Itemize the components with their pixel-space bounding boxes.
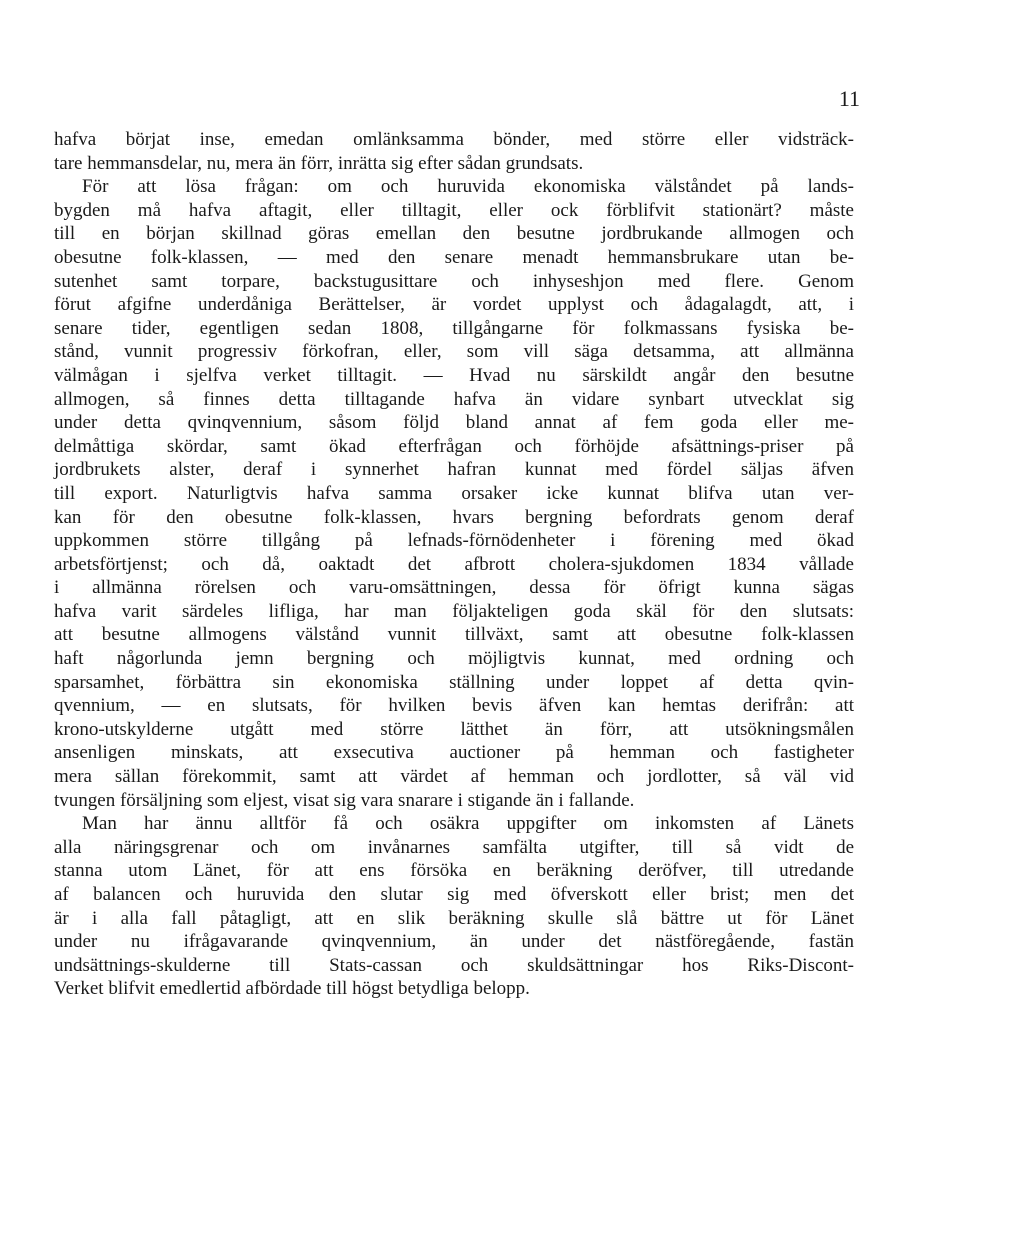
text-line: kan för den obesutne folk-klassen, hvars bergning befordrats genom deraf xyxy=(54,506,854,528)
text-line: tare hemmansdelar, nu, mera än förr, inrätta sig efter sådan grundsats. xyxy=(54,152,584,174)
text-line: sutenhet samt torpare, backstugusittare och inhyseshjon med flere. Genom xyxy=(54,270,854,292)
text-line: haft någorlunda jemn bergning och möjligtvis kunnat, med ordning och xyxy=(54,648,854,670)
body-text xyxy=(54,128,854,1001)
text-line: hafva börjat inse, emedan omlänksamma bönder, med större eller vidsträck- xyxy=(54,129,854,150)
text-line: tvungen försäljning som eljest, visat sig vara snarare i stigande än i fallande. xyxy=(54,789,635,811)
text-line: jordbrukets alster, deraf i synnerhet hafran kunnat med fördel säljas äfven xyxy=(54,459,854,481)
text-line: sparsamhet, förbättra sin ekonomiska ställning under loppet af detta qvin- xyxy=(54,671,854,693)
text-line: förut afgifne underdåniga Berättelser, är vordet upplyst och ådagalagdt, att, i xyxy=(54,294,854,316)
text-line: under detta qvinqvennium, såsom följd bland annat af fem goda eller me- xyxy=(54,412,854,434)
text-line: stånd, vunnit progressiv förkofran, eller, som vill säga detsamma, att allmänna xyxy=(54,341,854,363)
text-line: bygden må hafva aftagit, eller tilltagit, eller ock förblifvit stationärt? måste xyxy=(54,199,854,221)
text-line: hafva varit särdeles lifliga, har man följakteligen goda skäl för den slutsats: xyxy=(54,600,854,622)
text-line: stanna utom Länet, för att ens försöka en beräkning deröfver, till utredande xyxy=(54,860,854,882)
text-line: arbetsförtjenst; och då, oaktadt det afbrott cholera-sjukdomen 1834 vållade xyxy=(54,553,854,575)
text-line: senare tider, egentligen sedan 1808, tillgångarne för folkmassans fysiska be- xyxy=(54,317,854,339)
text-line: uppkommen större tillgång på lefnads-förnödenheter i förening med ökad xyxy=(54,530,854,552)
text-line: delmåttiga skördar, samt ökad efterfrågan och förhöjde afsättnings-priser på xyxy=(54,435,854,457)
text-line: till export. Naturligtvis hafva samma orsaker icke kunnat blifva utan ver- xyxy=(54,482,854,504)
text-line: välmågan i sjelfva verket tilltagit. — Hvad nu särskildt angår den besutne xyxy=(54,364,854,386)
text-line: allmogen, så finnes detta tilltagande hafva än vidare synbart utvecklat sig xyxy=(54,388,854,410)
text-line: är i alla fall påtagligt, att en slik beräkning skulle slå bättre ut för Länet xyxy=(54,907,854,929)
text-line: mera sällan förekommit, samt att värdet af hemman och jordlotter, så väl vid xyxy=(54,766,854,788)
text-line: För att lösa frågan: om och huruvida ekonomiska välståndet på lands- xyxy=(82,176,854,198)
page-number: 11 xyxy=(838,86,860,111)
text-line: i allmänna rörelsen och varu-omsättningen, dessa för öfrigt kunna sägas xyxy=(54,577,854,599)
text-line: till en början skillnad göras emellan den besutne jordbrukande allmogen och xyxy=(54,223,854,245)
text-line: att besutne allmogens välstånd vunnit tillväxt, samt att obesutne folk-klassen xyxy=(54,624,854,646)
text-line: obesutne folk-klassen, — med den senare menadt hemmansbrukare utan be- xyxy=(54,246,854,268)
text-line: under nu ifrågavarande qvinqvennium, än under det nästföregående, fastän xyxy=(54,931,854,953)
text-line: krono-utskylderne utgått med större lätthet än förr, att utsökningsmålen xyxy=(54,718,854,740)
text-line: Verket blifvit emedlertid afbördade till högst betydliga belopp. xyxy=(54,978,530,1000)
text-line: ansenligen minskats, att exsecutiva auctioner på hemman och fastigheter xyxy=(54,742,854,764)
text-line: alla näringsgrenar och om invånarnes samfälta utgifter, till så vidt de xyxy=(54,836,854,858)
text-line: undsättnings-skulderne till Stats-cassan och skuldsättningar hos Riks-Discont- xyxy=(54,954,854,976)
text-line: Man har ännu alltför få och osäkra uppgifter om inkomsten af Länets xyxy=(82,813,854,835)
text-line: af balancen och huruvida den slutar sig med öfverskott eller brist; men det xyxy=(54,884,854,905)
text-line: qvennium, — en slutsats, för hvilken bevis äfven kan hemtas derifrån: att xyxy=(54,695,854,717)
